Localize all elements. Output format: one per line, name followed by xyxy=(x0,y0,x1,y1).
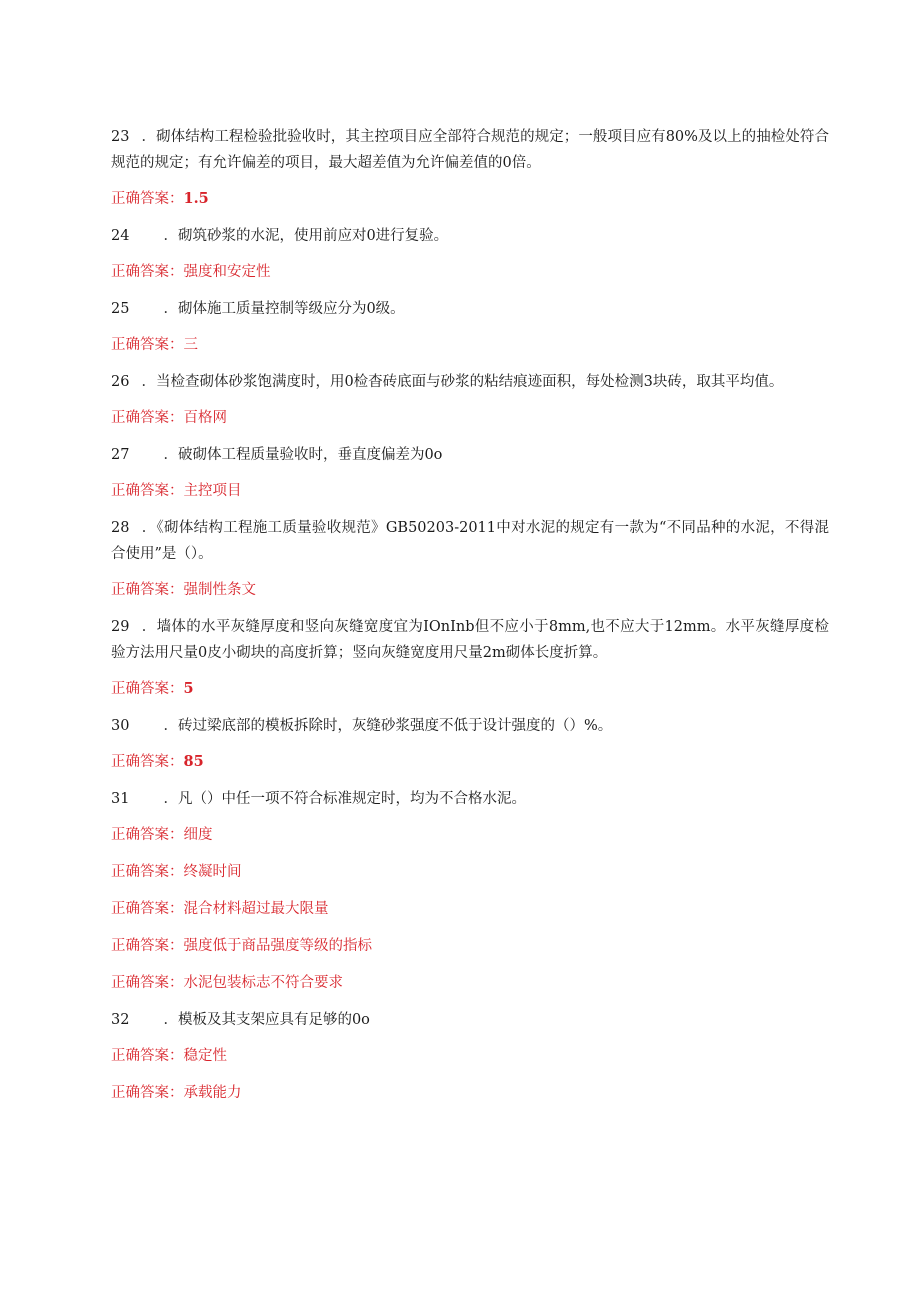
question-number: 27 xyxy=(111,447,130,463)
question-item xyxy=(111,786,829,812)
question-item xyxy=(111,713,829,739)
question-number: 24 xyxy=(111,228,130,244)
answer-line xyxy=(111,405,829,431)
question-item xyxy=(111,442,829,468)
answer-label: 正确答案： xyxy=(111,264,184,280)
answer-line xyxy=(111,859,829,885)
question-text: ．凡（）中任一项不符合标准规定时，均为不合格水泥。 xyxy=(163,791,526,807)
question-item xyxy=(111,296,829,322)
answer-value: 强度和安定性 xyxy=(183,264,271,280)
answer-value: 承载能力 xyxy=(183,1085,242,1101)
answer-label: 正确答案： xyxy=(111,191,184,207)
answer-value: 细度 xyxy=(183,827,213,843)
answer-label: 正确答案： xyxy=(111,864,184,880)
question-text: ．当检查砌体砂浆饱满度时，用0检杳砖底面与砂浆的粘结痕迹面积，每处检测3块砖，取其平均值。 xyxy=(141,374,784,390)
question-item xyxy=(111,1007,829,1033)
answer-value: 水泥包装标志不符合要求 xyxy=(183,975,343,991)
answer-value: 稳定性 xyxy=(183,1048,227,1064)
answer-line xyxy=(111,259,829,285)
answer-label: 正确答案： xyxy=(111,337,184,353)
answer-line xyxy=(111,186,829,212)
answer-label: 正确答案： xyxy=(111,582,184,598)
answer-value: 85 xyxy=(183,753,204,770)
question-number: 31 xyxy=(111,791,130,807)
question-text: ．《砌体结构工程施工质量验收规范》GB50203-2011中对水泥的规定有一款为“不同品种的水泥，不得混合使用”是（）。 xyxy=(111,520,829,562)
question-number: 26 xyxy=(111,374,130,390)
question-text: ．砖过梁底部的模板拆除时，灰缝砂浆强度不低于设计强度的（）%。 xyxy=(163,718,613,734)
answer-value: 1.5 xyxy=(183,190,209,207)
question-text: ．砌筑砂浆的水泥，使用前应对0进行复验。 xyxy=(163,228,449,244)
answer-line xyxy=(111,970,829,996)
answer-value: 强制性条文 xyxy=(183,582,256,598)
question-text: ．墙体的水平灰缝厚度和竖向灰缝宽度宜为IOnInb但不应小于8mm,也不应大于12mm。水平灰缝厚度检验方法用尺量0皮小砌块的高度折算；竖向灰缝宽度用尺量2m砌体长度折算。 xyxy=(111,619,829,661)
question-number: 23 xyxy=(111,129,130,145)
answer-line xyxy=(111,577,829,603)
answer-line xyxy=(111,676,829,702)
answer-label: 正确答案： xyxy=(111,1048,184,1064)
question-text: ．破砌体工程质量验收时，垂直度偏差为0o xyxy=(163,447,443,463)
answer-value: 终凝时间 xyxy=(183,864,242,880)
question-number: 25 xyxy=(111,301,130,317)
question-number: 32 xyxy=(111,1012,130,1028)
answer-label: 正确答案： xyxy=(111,827,184,843)
question-item xyxy=(111,369,829,395)
answer-label: 正确答案： xyxy=(111,901,184,917)
question-item xyxy=(111,614,829,666)
answer-label: 正确答案： xyxy=(111,483,184,499)
question-item xyxy=(111,223,829,249)
answer-value: 强度低于商品强度等级的指标 xyxy=(183,938,372,954)
question-number: 28 xyxy=(111,520,130,536)
answer-line xyxy=(111,749,829,775)
answer-line xyxy=(111,1080,829,1106)
question-item xyxy=(111,515,829,567)
question-text: ．砌体结构工程检验批验收时，其主控项目应全部符合规范的规定；一般项目应有80%及以上的抽检处符合规范的规定；有允许偏差的项目，最大超差值为允许偏差值的0倍。 xyxy=(111,129,829,171)
answer-value: 百格网 xyxy=(183,410,227,426)
question-number: 30 xyxy=(111,718,130,734)
answer-label: 正确答案： xyxy=(111,938,184,954)
answer-label: 正确答案： xyxy=(111,975,184,991)
question-item xyxy=(111,124,829,176)
question-list xyxy=(111,124,829,1117)
answer-label: 正确答案： xyxy=(111,681,184,697)
answer-line xyxy=(111,933,829,959)
answer-line xyxy=(111,1043,829,1069)
answer-label: 正确答案： xyxy=(111,410,184,426)
answer-line xyxy=(111,478,829,504)
question-text: ．模板及其支架应具有足够的0o xyxy=(163,1012,370,1028)
question-number: 29 xyxy=(111,619,130,635)
question-text: ．砌体施工质量控制等级应分为0级。 xyxy=(163,301,405,317)
answer-value: 三 xyxy=(183,337,198,353)
answer-line xyxy=(111,822,829,848)
answer-label: 正确答案： xyxy=(111,754,184,770)
answer-line xyxy=(111,332,829,358)
answer-label: 正确答案： xyxy=(111,1085,184,1101)
answer-value: 5 xyxy=(183,680,194,697)
answer-value: 混合材料超过最大限量 xyxy=(183,901,329,917)
answer-value: 主控项目 xyxy=(183,483,242,499)
answer-line xyxy=(111,896,829,922)
